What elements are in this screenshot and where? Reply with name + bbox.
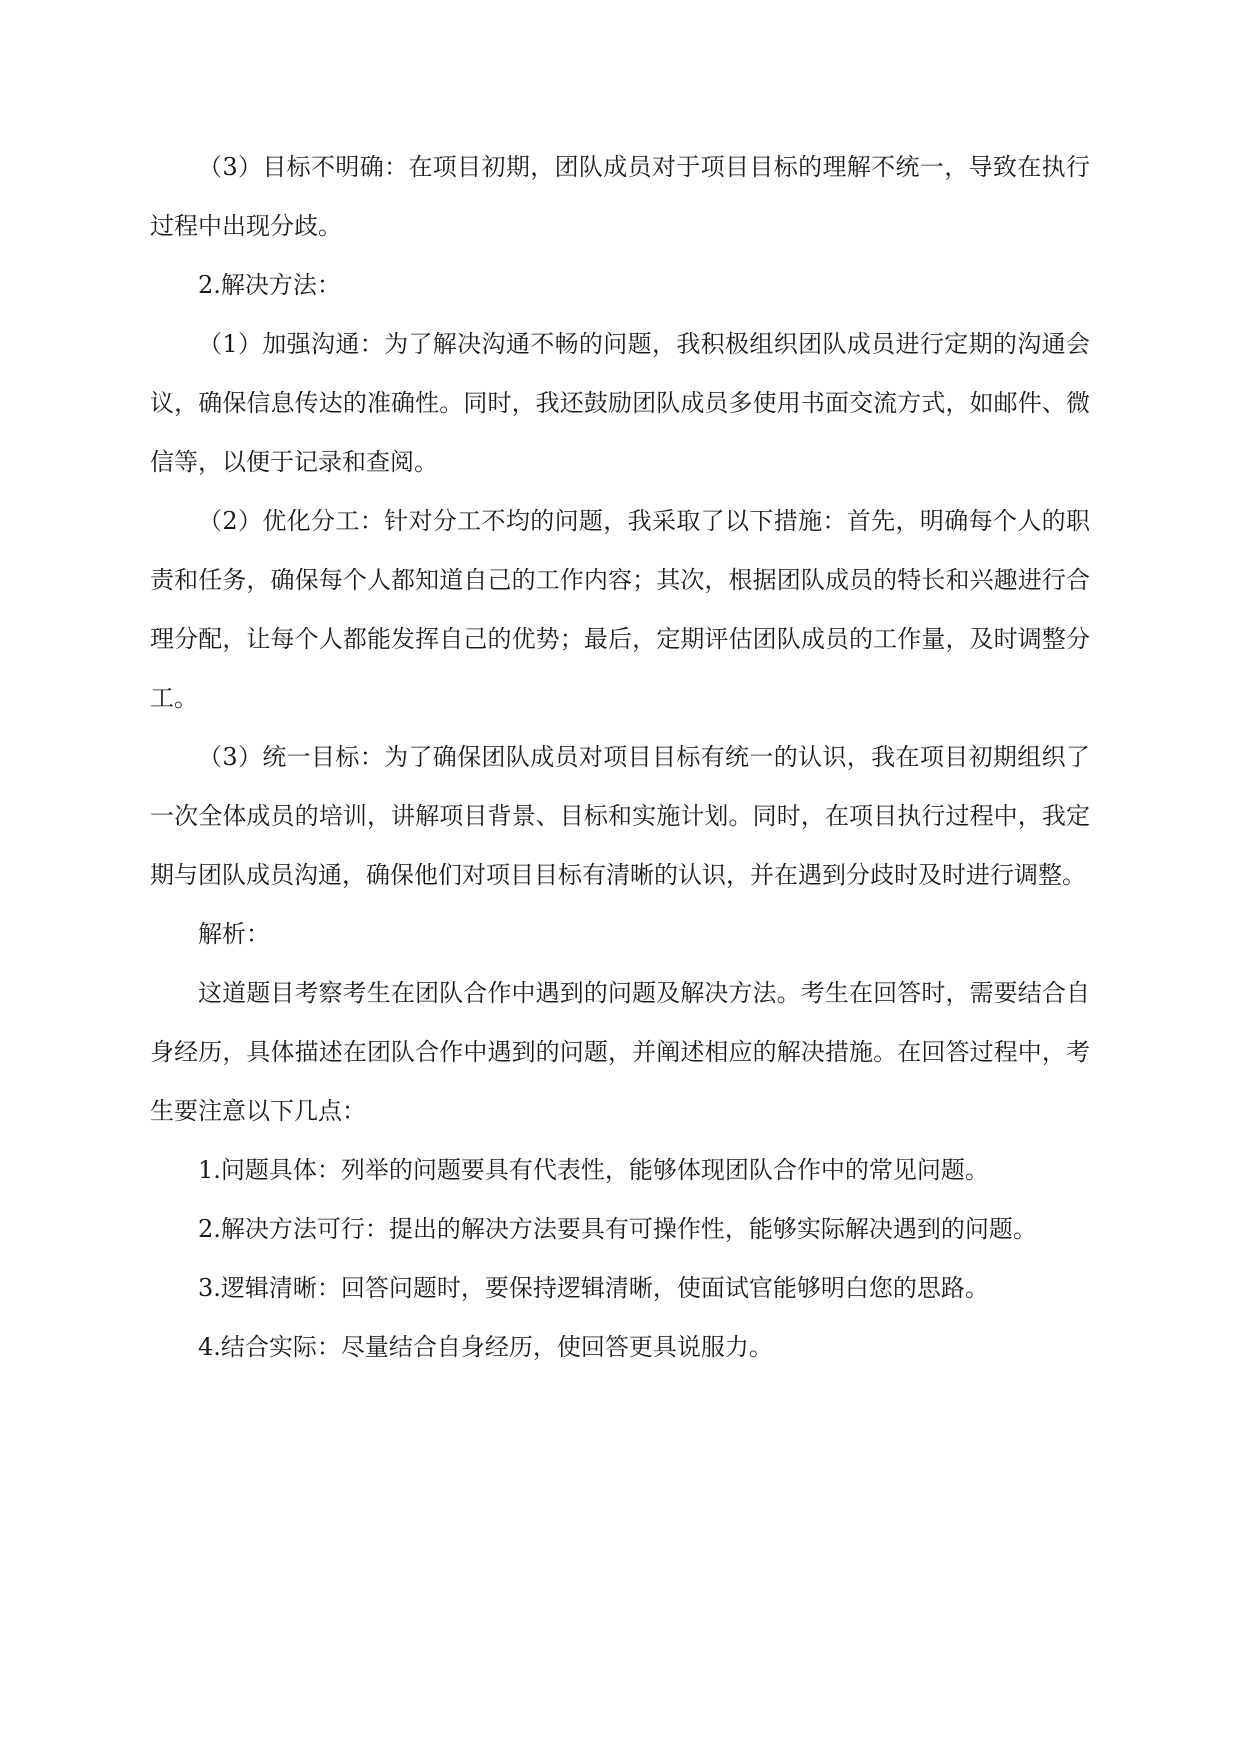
paragraph-problem-3: （3）目标不明确：在项目初期，团队成员对于项目目标的理解不统一，导致在执行过程中出现分歧。 — [150, 153, 1090, 240]
paragraph-solution-3: （3）统一目标：为了确保团队成员对项目目标有统一的认识，我在项目初期组织了一次全体成员的培训，讲解项目背景、目标和实施计划。同时，在项目执行过程中，我定期与团队成员沟通，确保他们对项目目标有清晰的认识，并在遇到分歧时及时进行调整。 — [150, 743, 1090, 889]
heading-solutions: 2.解决方法： — [198, 271, 341, 299]
list-item-point-4: 4.结合实际：尽量结合自身经历，使回答更具说服力。 — [198, 1333, 773, 1361]
list-item-point-1: 1.问题具体：列举的问题要具有代表性，能够体现团队合作中的常见问题。 — [198, 1156, 989, 1184]
document-body — [150, 138, 1090, 1377]
list-item-point-3: 3.逻辑清晰：回答问题时，要保持逻辑清晰，使面试官能够明白您的思路。 — [198, 1274, 989, 1302]
paragraph-solution-1: （1）加强沟通：为了解决沟通不畅的问题，我积极组织团队成员进行定期的沟通会议，确保信息传达的准确性。同时，我还鼓励团队成员多使用书面交流方式，如邮件、微信等，以便于记录和查阅。 — [150, 330, 1090, 476]
paragraph-analysis: 这道题目考察考生在团队合作中遇到的问题及解决方法。考生在回答时，需要结合自身经历，具体描述在团队合作中遇到的问题，并阐述相应的解决措施。在回答过程中，考生要注意以下几点： — [150, 979, 1090, 1125]
heading-analysis: 解析： — [198, 920, 270, 948]
list-item-point-2: 2.解决方法可行：提出的解决方法要具有可操作性，能够实际解决遇到的问题。 — [198, 1215, 1037, 1243]
paragraph-solution-2: （2）优化分工：针对分工不均的问题，我采取了以下措施：首先，明确每个人的职责和任务，确保每个人都知道自己的工作内容；其次，根据团队成员的特长和兴趣进行合理分配，让每个人都能发挥自己的优势；最后，定期评估团队成员的工作量，及时调整分工。 — [150, 507, 1090, 712]
